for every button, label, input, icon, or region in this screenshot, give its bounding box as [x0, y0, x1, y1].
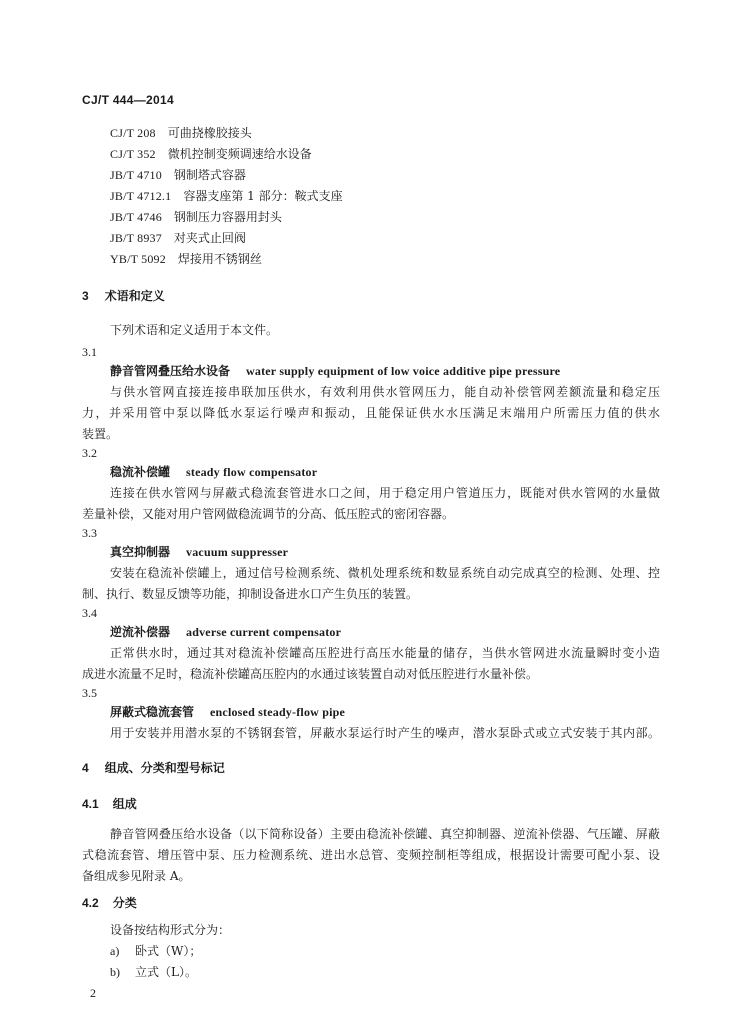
term-name-en: water supply equipment of low voice additive pipe pressure	[246, 364, 561, 378]
paragraph-line: 设备按结构形式分为：	[110, 923, 231, 937]
subsection-heading	[82, 895, 137, 911]
term-title	[110, 464, 317, 480]
term-number: 3.3	[82, 526, 97, 540]
reference-code: JB/T 4712.1	[110, 189, 172, 203]
paragraph-line: 备组成参见附录 A。	[82, 869, 191, 883]
reference-item	[110, 209, 282, 225]
list-item	[110, 943, 201, 959]
definition-line: 正常供水时，通过其对稳流补偿罐高压腔进行高压水能量的储存，当供水管网进水流量瞬时变小造	[110, 646, 660, 660]
reference-title: 可曲挠橡胶接头	[167, 126, 252, 140]
section-title: 组成、分类和型号标记	[104, 761, 225, 775]
section-title: 术语和定义	[104, 289, 165, 303]
reference-title: 对夹式止回阀	[173, 231, 246, 245]
section-heading	[82, 760, 225, 776]
standard-code-header: CJ/T 444—2014	[82, 93, 174, 107]
reference-title: 容器支座第 1 部分：鞍式支座	[183, 189, 343, 203]
reference-item	[110, 230, 246, 246]
definition-line: 装置。	[82, 427, 119, 441]
term-name-en: adverse current compensator	[186, 625, 342, 639]
subsection-number: 4.2	[82, 896, 99, 910]
definition-line: 用于安装并用潜水泵的不锈钢套管，屏蔽水泵运行时产生的噪声，潜水泵卧式或立式安装于其内部。	[110, 726, 660, 740]
reference-code: CJ/T 208	[110, 126, 156, 140]
term-number: 3.1	[82, 345, 97, 359]
paragraph-line: 静音管网叠压给水设备（以下简称设备）主要由稳流补偿罐、真空抑制器、逆流补偿器、气压罐、屏蔽	[110, 827, 660, 841]
subsection-title: 分类	[112, 896, 137, 910]
list-item	[110, 964, 197, 980]
term-name-en: enclosed steady-flow pipe	[210, 705, 346, 719]
page-number: 2	[90, 986, 96, 1000]
reference-item	[110, 125, 252, 141]
definition-line: 与供水管网直接连接串联加压供水，有效利用供水管网压力，能自动补偿管网差额流量和稳定压	[110, 385, 660, 399]
subsection-title: 组成	[112, 797, 137, 811]
term-title	[110, 704, 345, 720]
term-number: 3.5	[82, 686, 97, 700]
reference-title: 焊接用不锈钢丝	[177, 252, 262, 266]
definition-line: 安装在稳流补偿罐上，通过信号检测系统、微机处理系统和数显系统自动完成真空的检测、处理、控	[110, 566, 660, 580]
term-number: 3.2	[82, 446, 97, 460]
term-name-zh: 逆流补偿器	[110, 625, 171, 639]
reference-code: JB/T 4746	[110, 210, 162, 224]
reference-code: YB/T 5092	[110, 252, 166, 266]
paragraph-line: 式稳流套管、增压管中泵、压力检测系统、进出水总管、变频控制柜等组成，根据设计需要可配小泵、设	[82, 848, 660, 862]
section-intro: 下列术语和定义适用于本文件。	[110, 323, 279, 337]
reference-code: JB/T 4710	[110, 168, 162, 182]
reference-title: 微机控制变频调速给水设备	[167, 147, 312, 161]
term-title	[110, 624, 341, 640]
definition-line: 差量补偿，又能对用户管网做稳流调节的分高、低压腔式的密闭容器。	[82, 507, 455, 521]
reference-title: 钢制压力容器用封头	[173, 210, 282, 224]
term-name-zh: 真空抑制器	[110, 545, 171, 559]
term-title	[110, 544, 288, 560]
subsection-number: 4.1	[82, 797, 99, 811]
reference-item	[110, 251, 262, 267]
term-name-en: vacuum suppresser	[186, 545, 289, 559]
list-item-text: 卧式（W）；	[135, 944, 202, 958]
definition-line: 连接在供水管网与屏蔽式稳流套管进水口之间，用于稳定用户管道压力，既能对供水管网的水量做	[110, 486, 660, 500]
section-number: 3	[82, 289, 89, 303]
term-number: 3.4	[82, 606, 97, 620]
term-name-zh: 稳流补偿罐	[110, 465, 171, 479]
list-item-text: 立式（L）。	[135, 965, 197, 979]
reference-code: JB/T 8937	[110, 231, 162, 245]
term-name-en: steady flow compensator	[186, 465, 318, 479]
reference-item	[110, 167, 246, 183]
section-number: 4	[82, 761, 89, 775]
reference-title: 钢制塔式容器	[173, 168, 246, 182]
definition-line: 力，并采用管中泵以降低水泵运行噪声和振动，且能保证供水水压满足末端用户所需压力值的供水	[82, 406, 660, 420]
definition-line: 制、执行、数显反馈等功能，抑制设备进水口产生负压的装置。	[82, 587, 419, 601]
reference-item	[110, 146, 312, 162]
section-heading	[82, 288, 165, 304]
reference-item	[110, 188, 343, 204]
term-name-zh: 静音管网叠压给水设备	[110, 364, 231, 378]
subsection-heading	[82, 796, 137, 812]
term-name-zh: 屏蔽式稳流套管	[110, 705, 195, 719]
term-title	[110, 363, 560, 379]
list-item-label: b)	[110, 965, 120, 979]
definition-line: 成进水流量不足时，稳流补偿罐高压腔内的水通过该装置自动对低压腔进行水量补偿。	[82, 667, 539, 681]
reference-code: CJ/T 352	[110, 147, 156, 161]
list-item-label: a)	[110, 944, 120, 958]
